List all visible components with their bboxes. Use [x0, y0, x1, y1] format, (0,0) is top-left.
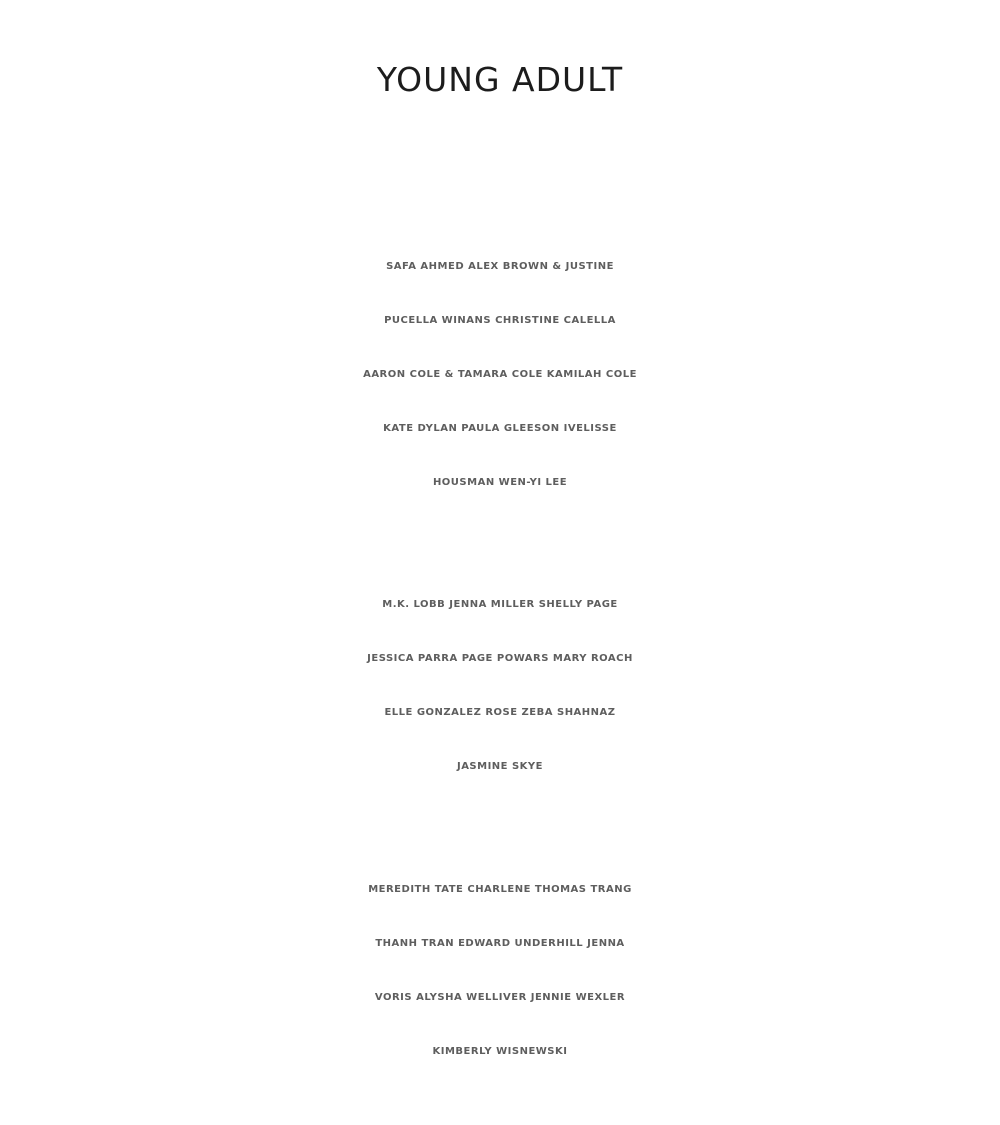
author-names-line: AARON COLE & TAMARA COLE KAMILAH COLE [363, 369, 637, 380]
author-names-line: KIMBERLY WISNEWSKI [432, 1046, 568, 1057]
author-names-paragraph-1 [0, 240, 1000, 510]
author-names-line: JESSICA PARRA PAGE POWARS MARY ROACH [367, 653, 633, 664]
author-names-line: SAFA AHMED ALEX BROWN & JUSTINE [386, 261, 614, 272]
author-names-line: M.K. LOBB JENNA MILLER SHELLY PAGE [382, 599, 618, 610]
author-names-paragraph-2 [0, 578, 1000, 794]
page-title: YOUNG ADULT [376, 60, 624, 99]
author-names-line: THANH TRAN EDWARD UNDERHILL JENNA [375, 938, 625, 949]
author-names-line: HOUSMAN WEN-YI LEE [432, 477, 568, 488]
author-names-line: KATE DYLAN PAULA GLEESON IVELISSE [383, 423, 617, 434]
author-names-paragraph-3 [0, 863, 1000, 1079]
author-names-line: PUCELLA WINANS CHRISTINE CALELLA [384, 315, 616, 326]
author-names-line: ELLE GONZALEZ ROSE ZEBA SHAHNAZ [384, 707, 616, 718]
author-names-line: JASMINE SKYE [456, 761, 544, 772]
author-names-line: MEREDITH TATE CHARLENE THOMAS TRANG [368, 884, 632, 895]
author-names-line: VORIS ALYSHA WELLIVER JENNIE WEXLER [374, 992, 626, 1003]
